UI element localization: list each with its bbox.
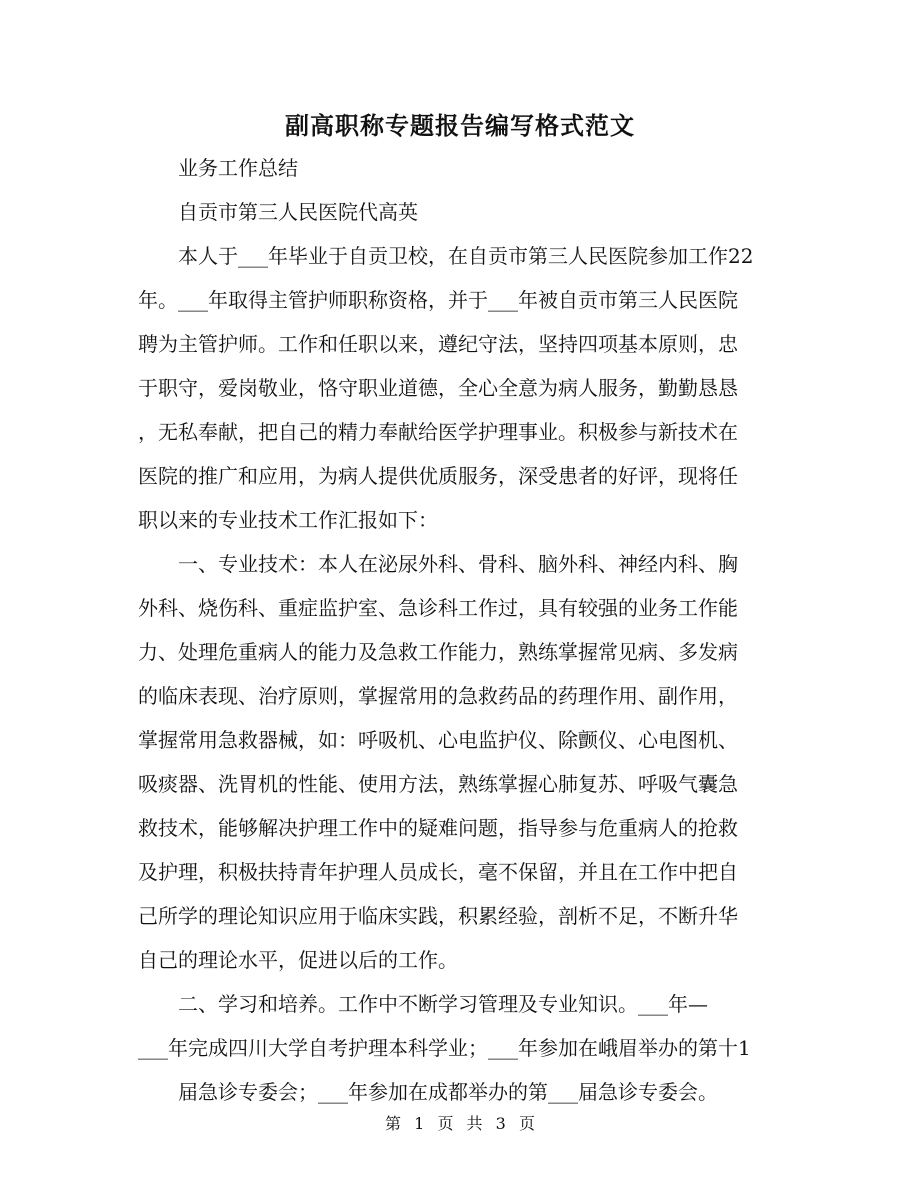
- total-page-count: 3: [495, 1114, 506, 1133]
- paragraph-line: 年。___年取得主管护师职称资格，并于___年被自贡市第三人民医院: [138, 288, 738, 312]
- paragraph-line: 救技术，能够解决护理工作中的疑难问题，指导参与危重病人的抢救: [138, 816, 738, 840]
- paragraph-line: 吸痰器、洗胃机的性能、使用方法，熟练掌握心肺复苏、呼吸气囊急: [138, 772, 738, 796]
- page-footer: [0, 1114, 920, 1134]
- paragraph-line: 职以来的专业技术工作汇报如下：: [138, 508, 438, 532]
- document-title: 副高职称专题报告编写格式范文: [285, 111, 635, 140]
- paragraph-line: 外科、烧伤科、重症监护室、急诊科工作过，具有较强的业务工作能: [138, 596, 738, 620]
- footer-word-ye-2: 页: [518, 1114, 535, 1133]
- paragraph-line: 二、学习和培养。工作中不断学习管理及专业知识。___年—: [178, 992, 708, 1016]
- paragraph-line: 本人于___年毕业于自贡卫校，在自贡市第三人民医院参加工作22: [178, 244, 754, 268]
- paragraph-line: 及护理，积极扶持青年护理人员成长，毫不保留，并且在工作中把自: [138, 860, 738, 884]
- paragraph-line: 一、专业技术：本人在泌尿外科、骨科、脑外科、神经内科、胸: [178, 552, 738, 576]
- paragraph-line: ，无私奉献，把自己的精力奉献给医学护理事业。积极参与新技术在: [138, 420, 738, 444]
- paragraph-line: 届急诊专委会；___年参加在成都举办的第___届急诊专委会。: [178, 1080, 718, 1104]
- footer-word-ye: 页: [437, 1114, 454, 1133]
- current-page-number: 1: [414, 1114, 425, 1133]
- paragraph-line: 聘为主管护师。工作和任职以来，遵纪守法，坚持四项基本原则，忠: [138, 332, 738, 356]
- paragraph-line: 自己的理论水平，促进以后的工作。: [138, 948, 458, 972]
- footer-word-di: 第: [385, 1114, 402, 1133]
- paragraph-line: 于职守，爱岗敬业，恪守职业道德，全心全意为病人服务，勤勤恳恳: [138, 376, 738, 400]
- paragraph-line: 己所学的理论知识应用于临床实践，积累经验，剖析不足，不断升华: [138, 904, 738, 928]
- paragraph-line: 业务工作总结: [178, 156, 298, 180]
- paragraph-line: 掌握常用急救器械，如：呼吸机、心电监护仪、除颤仪、心电图机、: [138, 728, 738, 752]
- footer-word-gong: 共: [466, 1114, 483, 1133]
- paragraph-line: ___年完成四川大学自考护理本科学业；___年参加在峨眉举办的第十1: [138, 1036, 751, 1060]
- paragraph-line: 医院的推广和应用，为病人提供优质服务，深受患者的好评，现将任: [138, 464, 738, 488]
- paragraph-line: 力、处理危重病人的能力及急救工作能力，熟练掌握常见病、多发病: [138, 640, 738, 664]
- paragraph-line: 自贡市第三人民医院代高英: [178, 200, 418, 224]
- paragraph-line: 的临床表现、治疗原则，掌握常用的急救药品的药理作用、副作用，: [138, 684, 738, 708]
